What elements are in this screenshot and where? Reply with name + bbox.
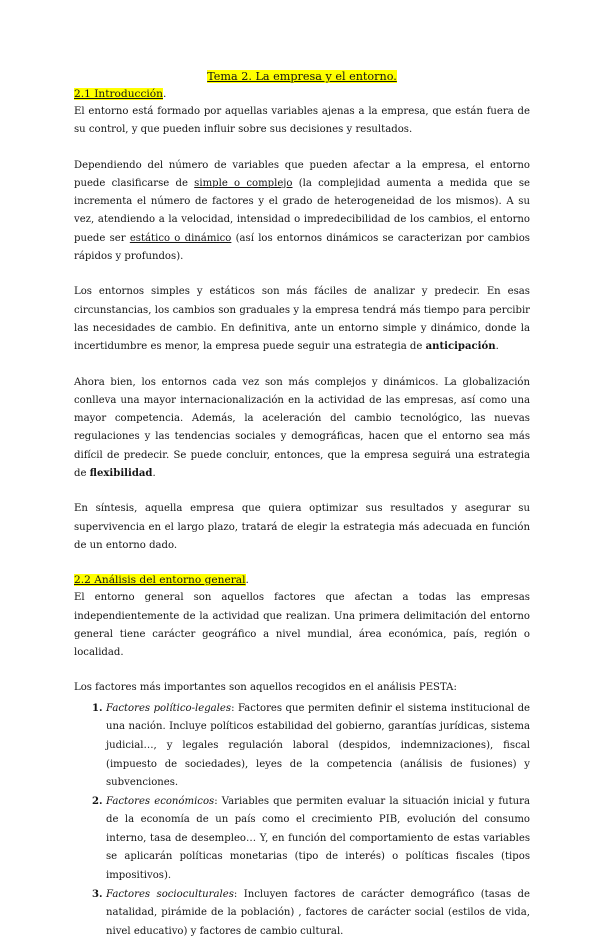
document-page bbox=[74, 68, 530, 941]
paragraph bbox=[74, 157, 530, 267]
term-anticipacion: anticipación bbox=[425, 341, 496, 353]
paragraph bbox=[74, 500, 530, 555]
section-heading-introduccion bbox=[74, 86, 530, 103]
paragraph bbox=[74, 679, 530, 697]
section-heading-text: 2.2 Análisis del entorno general bbox=[74, 574, 246, 587]
paragraph-text: (la complejidad aumenta a medida que se incrementa el número de factores y el grado de heterogeneidad de los mismos). A su vez, atendiendo a la velocidad, intensidad o impredecibilidad de los cambios, el entorno puede ser bbox=[74, 177, 530, 244]
list-item bbox=[106, 886, 530, 941]
paragraph-text: Los entornos simples y estáticos son más fáciles de analizar y predecir. En esas circunstancias, los cambios son graduales y la empresa tendrá más tiempo para percibir las necesidades de cambio. En definitiva, ante un entorno simple y dinámico, donde la incertidumbre es menor, la empresa puede seguir una estrategia de bbox=[74, 286, 530, 353]
section-heading-entorno-general bbox=[74, 572, 530, 589]
list-item bbox=[106, 793, 530, 886]
paragraph bbox=[74, 589, 530, 662]
paragraph bbox=[74, 374, 530, 484]
paragraph-text: Ahora bien, los entornos cada vez son más complejos y dinámicos. La globalización conlleva una mayor internacionalización en la actividad de las empresas, así como una mayor competencia. Además, la aceleración del cambio tecnológico, las nuevas regulaciones y las tendencias sociales y demográficas, hacen que el entorno sea más difícil de predecir. Se puede concluir, entonces, que la empresa seguirá una estrategia de bbox=[74, 376, 530, 480]
paragraph-text: (así los entornos dinámicos se caracterizan por cambios rápidos y profundos). bbox=[74, 232, 530, 263]
title-text: Tema 2. La empresa y el entorno. bbox=[207, 70, 397, 83]
paragraph-text: El entorno general son aquellos factores que afectan a todas las empresas independientemente de la actividad que realizan. Una primera delimitación del entorno general tiene carácter geográfico a nivel mundial, área económica, país, región o localidad. bbox=[74, 592, 530, 659]
section-heading-tail: . bbox=[245, 574, 249, 587]
paragraph-text: Dependiendo del número de variables que pueden afectar a la empresa, el entorno puede clasificarse de bbox=[74, 159, 530, 189]
paragraph-text: En síntesis, aquella empresa que quiera optimizar sus resultados y asegurar su supervivencia en el largo plazo, tratará de elegir la estrategia más adecuada en función de un entorno dado. bbox=[74, 503, 530, 551]
pesta-factor-list bbox=[74, 700, 530, 941]
paragraph bbox=[74, 283, 530, 356]
document-title bbox=[74, 68, 530, 86]
paragraph-text: . bbox=[152, 468, 156, 480]
paragraph-text: . bbox=[495, 341, 499, 353]
factor-term: Factores económicos bbox=[106, 795, 215, 807]
factor-term: Factores socioculturales bbox=[106, 888, 234, 900]
list-item bbox=[106, 700, 530, 793]
paragraph-text: Los factores más importantes son aquellos recogidos en el análisis PESTA: bbox=[74, 682, 457, 694]
factor-term: Factores político-legales bbox=[106, 702, 232, 714]
factor-description: : Factores que permiten definir el sistema institucional de una nación. Incluye políticos estabilidad del gobierno, garantías jurídicas, sistema judicial…, y legales regulación laboral (despidos, indemnizaciones), fiscal (impuesto de sociedades), leyes de la competencia (análisis de fusiones) y subvenciones. bbox=[106, 702, 531, 789]
term-estatico-dinamico: estático o dinámico bbox=[129, 232, 232, 244]
paragraph bbox=[74, 103, 530, 140]
term-simple-complejo: simple o complejo bbox=[194, 177, 293, 189]
section-heading-tail: . bbox=[162, 88, 167, 100]
factor-description: : Incluyen factores de carácter demográfico (tasas de natalidad, pirámide de la población) , factores de carácter social (estilos de vida, nivel educativo) y factores de cambio cultural. bbox=[106, 888, 530, 937]
term-flexibilidad: flexibilidad bbox=[89, 468, 153, 480]
section-heading-text: 2.1 Introducción bbox=[74, 88, 163, 100]
paragraph-text: El entorno está formado por aquellas variables ajenas a la empresa, que están fuera de su control, y que pueden influir sobre sus decisiones y resultados. bbox=[74, 106, 530, 136]
factor-description: : Variables que permiten evaluar la situación inicial y futura de la economía de un país como el crecimiento PIB, evolución del consumo interno, tasa de desempleo… Y, en función del comportamiento de estas variables se aplicarán políticas monetarias (tipo de interés) o políticas fiscales (tipos impositivos). bbox=[106, 795, 530, 882]
